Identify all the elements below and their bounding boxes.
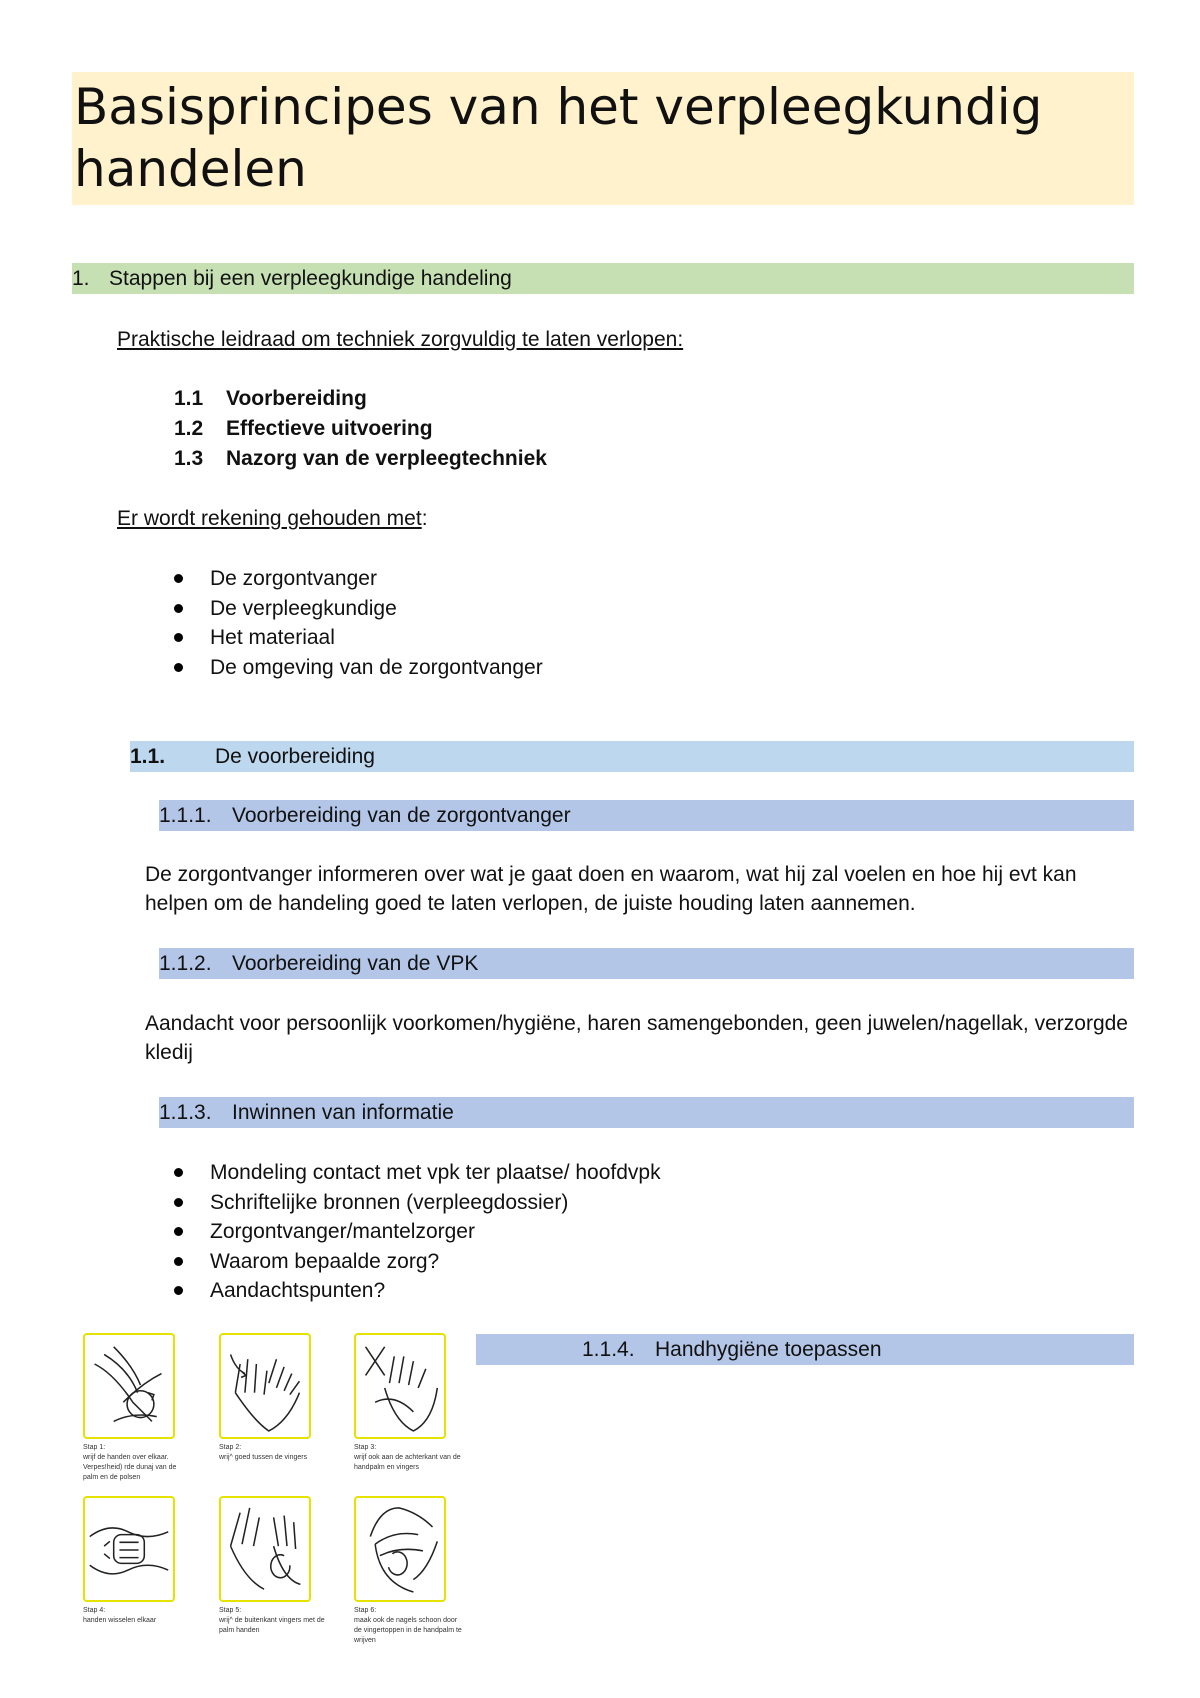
step-caption: Stap 2: wrij^ goed tussen de vingers [219,1444,308,1461]
step-label: Voorbereiding [226,387,367,410]
section-1-1-1-heading [159,800,1134,831]
section-label: De voorbereiding [215,745,375,768]
section-1-heading [72,263,1134,294]
handhygiene-step-4 [83,1496,193,1626]
section-number: 1.1.2. [159,952,212,975]
section-1-1-4-heading [476,1334,1134,1365]
list-item: Het materiaal [172,623,543,653]
list-item: De zorgontvanger [172,564,543,594]
handhygiene-step-6 [354,1496,464,1646]
step-item [174,384,547,414]
page-title: Basisprincipes van het verpleegkundig handelen [72,72,1134,205]
handhygiene-step-3 [354,1333,464,1473]
hands-fingertips-icon [354,1496,446,1602]
vpk-paragraph: Aandacht voor persoonlijk voorkomen/hygiëne, haren samengebonden, geen juwelen/nagellak, verzorgde kledij [145,1012,1128,1064]
leidraad-intro: Praktische leidraad om techniek zorgvuldig te laten verlopen: [117,328,684,351]
hands-between-fingers-icon [219,1333,311,1439]
rekening-intro [117,504,428,533]
steps-list [174,384,547,474]
section-number: 1.1.3. [159,1101,212,1124]
list-item: De verpleegkundige [172,594,543,624]
section-number: 1. [72,267,90,290]
handhygiene-step-2 [219,1333,329,1463]
step-number: 1.3 [174,447,204,470]
section-label: Voorbereiding van de VPK [232,952,479,975]
hands-rubbing-palms-icon [83,1333,175,1439]
section-label: Handhygiëne toepassen [655,1338,882,1361]
handhygiene-step-5 [219,1496,329,1636]
section-label: Voorbereiding van de zorgontvanger [232,804,571,827]
hands-interlocked-icon [83,1496,175,1602]
handhygiene-step-1 [83,1333,193,1483]
section-number: 1.1.1. [159,804,212,827]
section-number: 1.1. [130,745,166,768]
step-caption: Stap 5: wrij^ de buitenkant vingers met de palm handen [219,1607,325,1634]
list-item: Mondeling contact met vpk ter plaatse/ hoofdvpk [172,1158,661,1188]
rekening-intro-text: Er wordt rekening gehouden met [117,507,422,530]
section-1-1-heading [130,741,1134,772]
list-item: De omgeving van de zorgontvanger [172,653,543,683]
step-caption: Stap 1: wrijf de handen over elkaar. Verpes!heid) rde dunaj van de palm en de polsen [83,1444,177,1481]
step-number: 1.2 [174,417,204,440]
section-1-1-3-heading [159,1097,1134,1128]
section-1-1-2-heading [159,948,1134,979]
hands-back-of-hand-icon [354,1333,446,1439]
rekening-list [172,564,543,682]
list-item: Waarom bepaalde zorg? [172,1247,661,1277]
zorgontvanger-paragraph: De zorgontvanger informeren over wat je gaat doen en waarom, wat hij zal voelen en hoe hij evt kan helpen om de handeling goed te laten verlopen, de juiste houding laten aannemen. [145,863,1077,915]
informatie-list [172,1158,661,1306]
section-label: Stappen bij een verpleegkundige handeling [109,267,512,290]
hands-thumb-rotation-icon [219,1496,311,1602]
step-label: Effectieve uitvoering [226,417,433,440]
step-caption: Stap 3: wrijf ook aan de achterkant van de handpalm en vingers [354,1444,461,1471]
step-caption: Stap 6: maak ook de nagels schoon door de vingertoppen in de handpalm te wrijven [354,1607,462,1644]
handhygiene-illustration [80,1330,480,1660]
list-item: Aandachtspunten? [172,1276,661,1306]
rekening-colon: : [421,507,428,530]
section-number: 1.1.4. [582,1338,635,1361]
step-item [174,444,547,474]
step-number: 1.1 [174,387,204,410]
section-label: Inwinnen van informatie [232,1101,454,1124]
step-label: Nazorg van de verpleegtechniek [226,447,547,470]
step-caption: Stap 4: handen wisselen elkaar [83,1607,157,1624]
list-item: Zorgontvanger/mantelzorger [172,1217,661,1247]
step-item [174,414,547,444]
list-item: Schriftelijke bronnen (verpleegdossier) [172,1188,661,1218]
